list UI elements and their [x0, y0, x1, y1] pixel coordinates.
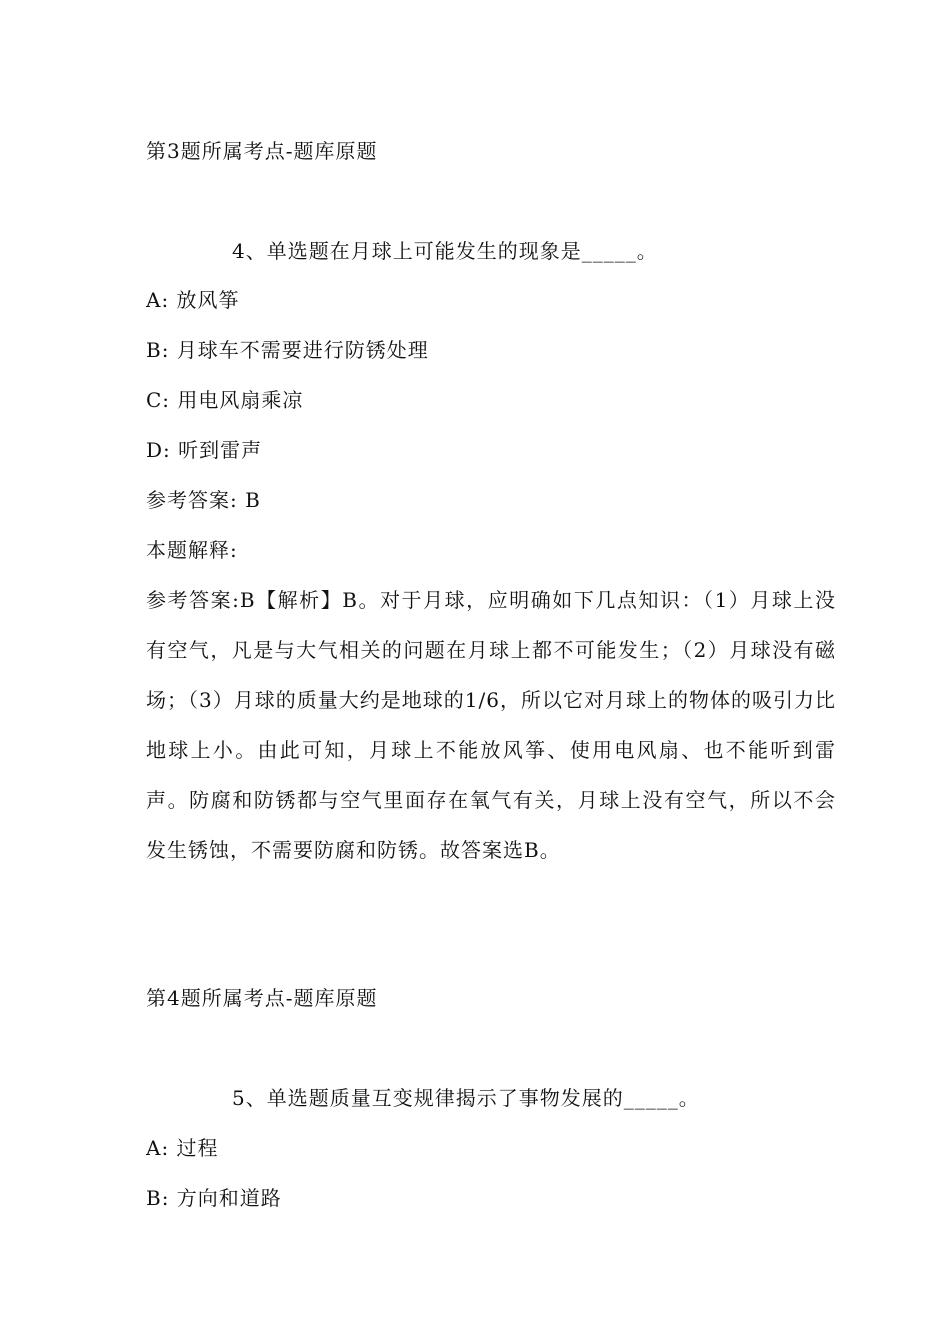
question-4-option-a: A: 放风筝 — [146, 288, 240, 312]
section-3-label: 第3题所属考点-题库原题 — [146, 139, 378, 163]
question-4-option-b: B: 月球车不需要进行防锈处理 — [146, 338, 429, 362]
question-5-option-b: B: 方向和道路 — [146, 1186, 282, 1210]
section-4-label: 第4题所属考点-题库原题 — [146, 986, 378, 1010]
question-4-option-c: C: 用电风扇乘凉 — [146, 388, 304, 412]
question-4-answer: 参考答案: B — [146, 488, 261, 512]
question-4-option-d: D: 听到雷声 — [146, 438, 263, 462]
question-4-stem: 4、单选题在月球上可能发生的现象是_____。 — [232, 239, 658, 263]
question-5-stem: 5、单选题质量互变规律揭示了事物发展的_____。 — [232, 1086, 700, 1110]
question-4-explanation-heading: 本题解释: — [146, 538, 238, 562]
question-4-explanation: 参考答案:B【解析】B。对于月球，应明确如下几点知识：（1）月球上没有空气，凡是与大气相关的问题在月球上都不可能发生；（2）月球没有磁场；（3）月球的质量大约是地球的1/6，所以它对月球上的物体的吸引力比地球上小。由此可知，月球上不能放风筝、使用电风扇、也不能听到雷声。防腐和防锈都与空气里面存在氧气有关，月球上没有空气，所以不会发生锈蚀，不需要防腐和防锈。故答案选B。 — [146, 588, 836, 862]
question-5-option-a: A: 过程 — [146, 1136, 219, 1160]
